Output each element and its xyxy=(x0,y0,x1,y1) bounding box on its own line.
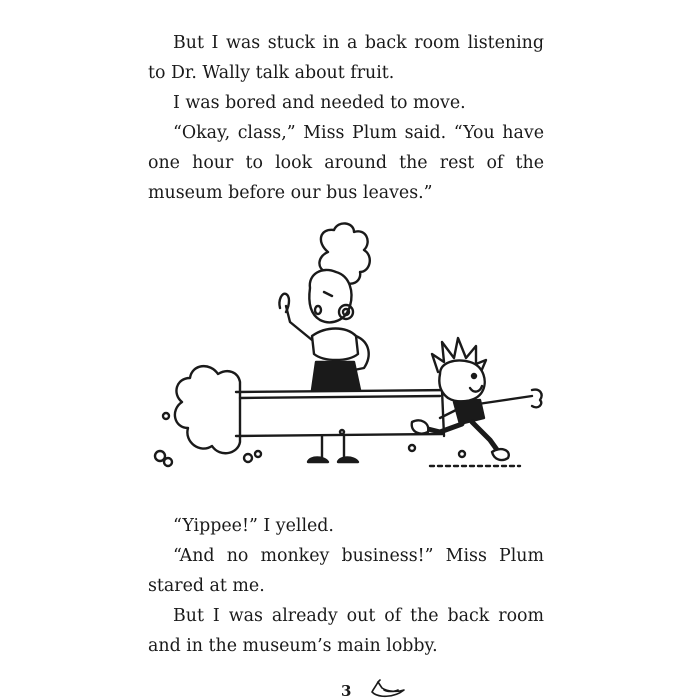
boy-arm-front xyxy=(478,396,532,404)
text-block-bottom xyxy=(148,511,544,661)
teacher-shoe-right xyxy=(338,458,358,463)
text-block-top xyxy=(148,28,544,208)
teacher-shirt xyxy=(312,329,358,361)
debris xyxy=(163,413,169,419)
debris xyxy=(164,458,172,466)
debris xyxy=(340,430,344,434)
speed-line-bottom xyxy=(236,434,442,436)
teacher-shoe-left xyxy=(308,458,328,463)
boy-shoe-back xyxy=(412,420,429,433)
debris xyxy=(459,451,465,457)
paragraph: “And no monkey business!” Miss Plum stared at me. xyxy=(148,546,544,596)
boy-head xyxy=(439,361,484,402)
debris xyxy=(255,451,261,457)
boy-hand-front xyxy=(532,390,542,408)
banana-icon xyxy=(368,678,408,700)
page-footer xyxy=(0,676,700,700)
paragraph: I was bored and needed to move. xyxy=(173,93,466,113)
page-number: 3 xyxy=(341,682,352,700)
boy-eye xyxy=(472,374,476,378)
debris xyxy=(409,445,415,451)
teacher-finger xyxy=(279,294,289,312)
boy-shoe-front xyxy=(492,449,509,460)
speed-line-top-2 xyxy=(240,396,440,398)
dust-cloud xyxy=(175,366,240,453)
paragraph: “Yippee!” I yelled. xyxy=(173,516,334,536)
paragraph: “Okay, class,” Miss Plum said. “You have one hour to look around the rest of the museum before our bus leaves.” xyxy=(148,123,544,203)
teacher-arm-raised xyxy=(286,306,312,340)
illustration-teacher-and-running-boy xyxy=(140,222,560,484)
teacher-skirt xyxy=(312,362,360,390)
debris xyxy=(244,454,252,462)
paragraph: But I was stuck in a back room listening to Dr. Wally talk about fruit. xyxy=(148,33,544,83)
paragraph: But I was already out of the back room and in the museum’s main lobby. xyxy=(148,606,544,656)
